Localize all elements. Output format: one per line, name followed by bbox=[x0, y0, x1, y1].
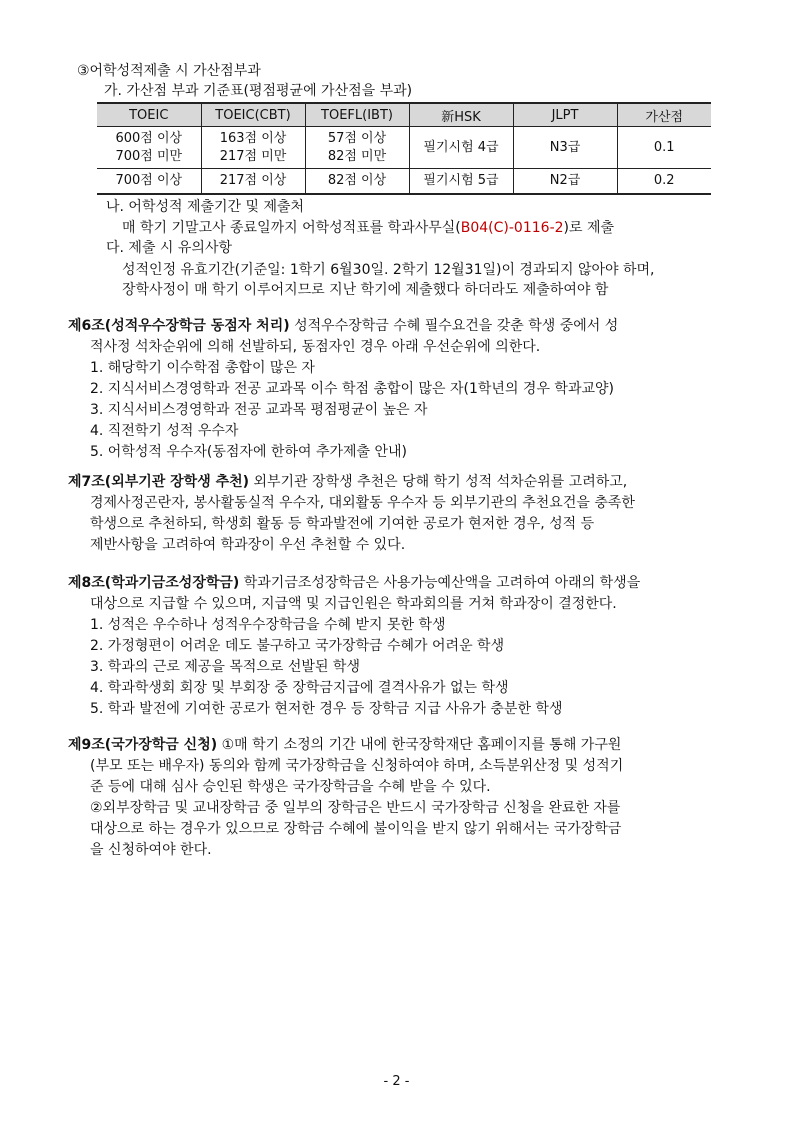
article-6: 제6조(성적우수장학금 동점자 처리) 성적우수장학금 수혜 필수요건을 갖춘 학생 중에서 성 적사정 석차순위에 의해 선발하되, 동점자인 경우 아래 우선순위에 의한다. 1. 해당학기 이수학점 총합이 많은 자 2. 지식서비스경영학과 전공 교과목 이수 학점 총합이 많은 자(1학년의 경우 학과교양) 3. 지식서비스경영학과 전공 교과목 평점평균이 높은 자 4. 직전학기 성적 우수자 5. 어학성적 우수자(동점자에 한하여 추가제출 안내) bbox=[68, 316, 728, 463]
article-title: 제6조(성적우수장학금 동점자 처리) bbox=[68, 318, 290, 334]
article-title: 제9조(국가장학금 신청) bbox=[68, 737, 218, 753]
cell-toeic: 600점 이상 700점 미만 bbox=[97, 127, 201, 169]
header-toeic-cbt: TOEIC(CBT) bbox=[201, 103, 305, 127]
notice-line: 성적인정 유효기간(기준일: 1학기 6월30일. 2학기 12월31일)이 경과되지 않아야 하며, bbox=[122, 262, 655, 278]
list-item: 4. 학과학생회 회장 및 부회장 중 장학금지급에 결격사유가 없는 학생 bbox=[90, 680, 509, 696]
table-header-row bbox=[97, 103, 711, 127]
bonus-criteria-table bbox=[97, 102, 711, 195]
article-8: 제8조(학과기금조성장학금) 학과기금조성장학금은 사용가능예산액을 고려하여 아래의 학생을 대상으로 지급할 수 있으며, 지급액 및 지급인원은 학과회의를 거쳐 학과장이 결정한다. 1. 성적은 우수하나 성적우수장학금을 수혜 받지 못한 학생 2. 가정형편이 어려운 데도 불구하고 국가장학금 수혜가 어려운 학생 3. 학과의 근로 제공을 목적으로 선발된 학생 4. 학과학생회 회장 및 부회장 중 장학금지급에 결격사유가 없는 학생 5. 학과 발전에 기여한 공로가 현저한 경우 등 장학금 지급 사유가 충분한 학생 bbox=[68, 573, 728, 720]
table-row bbox=[97, 127, 711, 169]
subsection-ga: 가. 가산점 부과 기준표(평점평균에 가산점을 부과) bbox=[104, 83, 413, 99]
cell-hsk: 필기시험 5급 bbox=[409, 169, 513, 195]
header-toeic: TOEIC bbox=[97, 103, 201, 127]
article-7: 제7조(외부기관 장학생 추천) 외부기관 장학생 추천은 당해 학기 성적 석차순위를 고려하고, 경제사정곤란자, 봉사활동실적 우수자, 대외활동 우수자 등 외부기관의 추천요건을 충족한 학생으로 추천하되, 학생회 활동 등 학과발전에 기여한 공로가 현저한 경우, 성적 등 제반사항을 고려하여 학과장이 우선 추천할 수 있다. bbox=[68, 474, 635, 553]
section-heading-language-bonus: ③어학성적제출 시 가산점부과 bbox=[77, 63, 261, 79]
notice-line: 장학사정이 매 학기 이루어지므로 지난 학기에 제출했다 하더라도 제출하여야 함 bbox=[122, 282, 609, 298]
list-item: 5. 어학성적 우수자(동점자에 한하여 추가제출 안내) bbox=[90, 444, 408, 460]
header-jlpt: JLPT bbox=[513, 103, 617, 127]
cell-toeic-cbt: 217점 이상 bbox=[201, 169, 305, 195]
cell-bonus: 0.1 bbox=[617, 127, 711, 169]
list-item: 2. 가정형편이 어려운 데도 불구하고 국가장학금 수혜가 어려운 학생 bbox=[90, 638, 505, 654]
cell-bonus: 0.2 bbox=[617, 169, 711, 195]
cell-toeic-cbt: 163점 이상 217점 미만 bbox=[201, 127, 305, 169]
cell-jlpt: N3급 bbox=[513, 127, 617, 169]
list-item: 3. 지식서비스경영학과 전공 교과목 평점평균이 높은 자 bbox=[90, 402, 428, 418]
cell-toefl: 57점 이상 82점 미만 bbox=[305, 127, 409, 169]
list-item: 2. 지식서비스경영학과 전공 교과목 이수 학점 총합이 많은 자(1학년의 경우 학과교양) bbox=[90, 381, 614, 397]
list-item: 3. 학과의 근로 제공을 목적으로 선발된 학생 bbox=[90, 659, 360, 675]
room-number: B04(C)-0116-2 bbox=[460, 220, 564, 236]
header-hsk: 新HSK bbox=[409, 103, 513, 127]
page-number: - 2 - bbox=[383, 1074, 410, 1089]
subsection-na: 나. 어학성적 제출기간 및 제출처 bbox=[106, 199, 305, 215]
list-item: 4. 직전학기 성적 우수자 bbox=[90, 423, 239, 439]
list-item: 5. 학과 발전에 기여한 공로가 현저한 경우 등 장학금 지급 사유가 충분한 학생 bbox=[90, 701, 563, 717]
article-9: 제9조(국가장학금 신청) ①매 학기 소정의 기간 내에 한국장학재단 홈페이지를 통해 가구원 (부모 또는 배우자) 동의와 함께 국가장학금을 신청하여야 하며, 소득분위산정 및 성적기 준 등에 대해 심사 승인된 학생은 국가장학금을 수혜 받을 수 있다. ②외부장학금 및 교내장학금 중 일부의 장학금은 반드시 국가장학금 신청을 완료한 자를 대상으로 하는 경우가 있으므로 장학금 수혜에 불이익을 받지 않기 위해서는 국가장학금 을 신청하여야 한다. bbox=[68, 737, 624, 858]
cell-toeic: 700점 이상 bbox=[97, 169, 201, 195]
table-row bbox=[97, 169, 711, 195]
submission-place-text: 매 학기 기말고사 종료일까지 어학성적표를 학과사무실(B04(C)-0116-2)로 제출 bbox=[122, 220, 615, 236]
cell-toefl: 82점 이상 bbox=[305, 169, 409, 195]
cell-jlpt: N2급 bbox=[513, 169, 617, 195]
header-bonus: 가산점 bbox=[617, 103, 711, 127]
list-item: 1. 성적은 우수하나 성적우수장학금을 수혜 받지 못한 학생 bbox=[90, 617, 446, 633]
list-item: 1. 해당학기 이수학점 총합이 많은 자 bbox=[90, 360, 315, 376]
header-toefl-ibt: TOEFL(IBT) bbox=[305, 103, 409, 127]
cell-hsk: 필기시험 4급 bbox=[409, 127, 513, 169]
subsection-da: 다. 제출 시 유의사항 bbox=[106, 240, 232, 256]
article-title: 제7조(외부기관 장학생 추천) bbox=[68, 474, 250, 490]
article-title: 제8조(학과기금조성장학금) bbox=[68, 575, 240, 591]
